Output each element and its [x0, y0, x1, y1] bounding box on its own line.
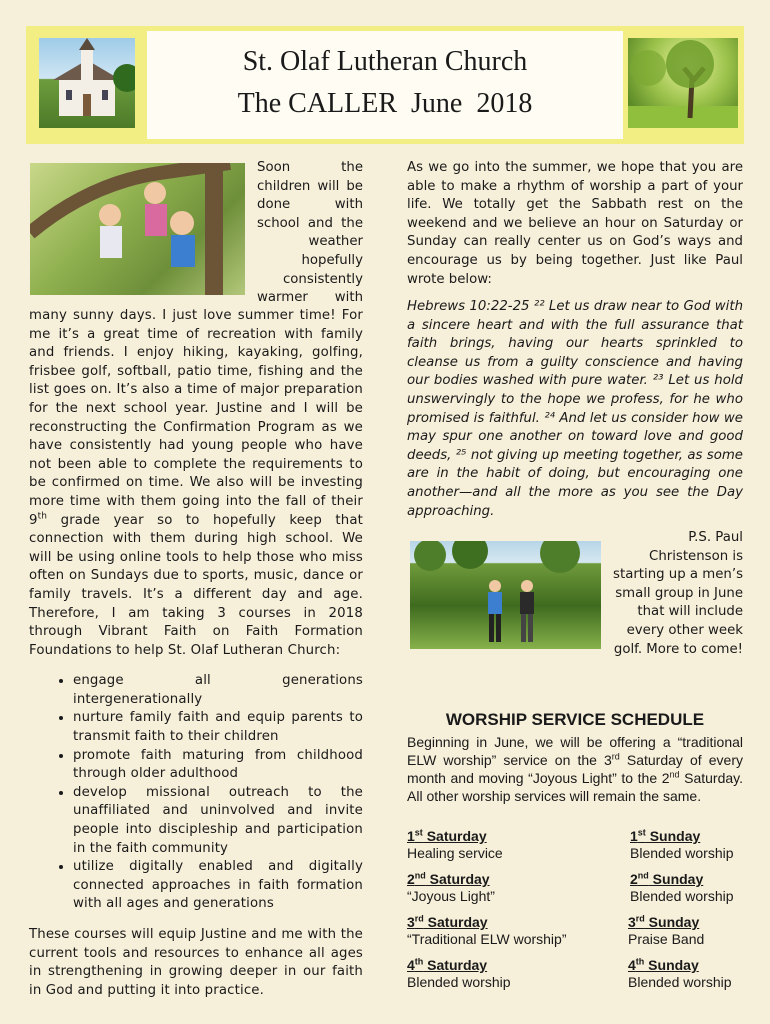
letter-text-end: grade year so to hopefully keep that connection with them during high school. We will be using online tools to help those who miss often on Sundays due to sports, music, dance or family travels. It’s a different day and age. Therefore, I am taking 3 courses in 2018 through Vibrant Faith on Faith Formation Foundations to help St. Olaf Lutheran Church: — [29, 512, 363, 658]
saturday-2 — [407, 871, 495, 905]
day-name: Saturday — [423, 957, 488, 973]
ordinal-sup: nd — [637, 870, 649, 881]
sunday-3 — [628, 914, 704, 948]
saturday-service: Healing service — [407, 845, 503, 861]
title-church-name: St. Olaf Lutheran Church — [242, 46, 528, 77]
sunday-service: Blended worship — [628, 974, 732, 990]
intro-line: done with — [257, 197, 363, 213]
ordinal-num: 1 — [407, 828, 415, 844]
saturday-3 — [407, 914, 567, 948]
saturday-1 — [407, 828, 503, 862]
goal-item: • promote faith maturing from childhood through older adulthood — [73, 747, 363, 784]
ordinal-num: 2 — [407, 871, 415, 887]
ordinal-num: 2 — [630, 871, 638, 887]
title-issue: The CALLER June 2018 — [237, 88, 533, 119]
sunday-label — [628, 957, 732, 974]
church-photo — [39, 38, 135, 128]
intro-text: Saturday of every month and moving “Joyous Light” to the 2 — [407, 752, 743, 786]
ordinal-num: 3 — [407, 914, 415, 930]
ordinal-num: 3 — [628, 914, 636, 930]
goal-item: • develop missional outreach to the unaffiliated and uninvolved and invite people into discipleship and participation in the faith community — [73, 784, 363, 858]
goal-item: • nurture family faith and equip parents to transmit faith to their children — [73, 709, 363, 746]
day-name: Sunday — [645, 828, 701, 844]
intro-text: Saturday. All other worship services will remain the same. — [407, 770, 743, 804]
tree-photo — [628, 38, 738, 128]
saturday-label — [407, 957, 511, 974]
sunday-label — [630, 871, 734, 888]
ordinal-sup: th — [635, 956, 645, 967]
day-name: Saturday — [423, 914, 488, 930]
ordinal-sup: nd — [414, 870, 426, 881]
saturday-service: “Traditional ELW worship” — [407, 931, 567, 947]
goal-item: • engage all generations intergenerationally — [73, 672, 363, 709]
goal-item: • utilize digitally enabled and digitally connected approaches in faith formation with all ages and generations — [73, 858, 363, 914]
ordinal-sup: rd — [611, 751, 620, 762]
day-name: Sunday — [648, 871, 704, 887]
faith-formation-goals — [29, 672, 363, 914]
day-name: Sunday — [644, 957, 699, 973]
ordinal-sup: st — [637, 827, 646, 838]
ordinal-num: 4 — [628, 957, 636, 973]
day-name: Saturday — [422, 828, 487, 844]
mens-golf-group-note: P.S. Paul Christenson is starting up a men’s small group in June that will include every other week golf. More to come! — [613, 530, 743, 657]
worship-schedule-intro — [407, 733, 743, 805]
sunday-service: Blended worship — [630, 845, 734, 861]
saturday-service: Blended worship — [407, 974, 511, 990]
sunday-4 — [628, 957, 732, 991]
pastor-letter — [29, 307, 363, 1000]
children-in-tree-photo — [30, 163, 245, 295]
ordinal-num: 4 — [407, 957, 415, 973]
intro-text: Beginning in June, we will be offering a “traditional ELW worship” service on the 3 — [407, 734, 743, 768]
sunday-2 — [630, 871, 734, 905]
day-name: Saturday — [425, 871, 490, 887]
letter-paragraph — [29, 307, 363, 660]
ordinal-sup: nd — [669, 769, 680, 780]
intro-line: Soon the — [257, 160, 363, 175]
newsletter-title — [147, 31, 623, 139]
sunday-label — [630, 828, 734, 845]
sunday-label — [628, 914, 704, 931]
intro-wrap-text — [257, 159, 363, 308]
sunday-service: Praise Band — [628, 931, 705, 947]
ordinal-sup: th — [37, 511, 48, 522]
ordinal-sup: th — [414, 956, 424, 967]
ordinal-num: 1 — [630, 828, 638, 844]
letter-text: many sunny days. I just love summer time! For me it’s a great time of recreation with family and friends. I enjoy hiking, kayaking, golfing, frisbee golf, softball, patio time, fishing and the list goes on. It’s also a time of major preparation for the next school year. Justine and I will be reconstructing the Confirmation Program as we have consistently had young people who have not been able to complete the requirements to be confirmed on time. We also will be investing more time with them going into the fall of their 9 — [29, 308, 363, 528]
closing-paragraph: These courses will equip Justine and me with the current tools and resources to enhance all ages in strengthening in growing deeper in our faith in God and putting it into practice. — [29, 927, 363, 998]
intro-line: warmer with — [257, 290, 363, 306]
saturday-service: “Joyous Light” — [407, 888, 495, 904]
ordinal-sup: rd — [414, 913, 424, 924]
sunday-1 — [630, 828, 734, 862]
intro-line: consistently — [282, 271, 363, 287]
intro-line: hopefully — [301, 252, 363, 268]
intro-line: school and the — [257, 215, 363, 231]
saturday-label — [407, 914, 567, 931]
saturday-label — [407, 871, 495, 888]
intro-line: weather — [308, 234, 363, 250]
ordinal-sup: st — [414, 827, 423, 838]
intro-line: children will be — [257, 178, 363, 194]
golf-photo — [410, 541, 601, 649]
ordinal-sup: rd — [635, 913, 645, 924]
saturday-4 — [407, 957, 511, 991]
scripture-passage: Hebrews 10:22-25 ²² Let us draw near to God with a sincere heart and with the full assurance that faith brings, having our hearts sprinkled to cleanse us from a guilty conscience and having our bodies washed with pure water. ²³ Let us hold unswervingly to the hope we profess, for he who promised is faithful. ²⁴ And let us consider how we may spur one another on toward love and good deeds, ²⁵ not giving up meeting together, as some are in the habit of doing, but encouraging one another—and all the more as you see the Day approaching. — [407, 299, 743, 519]
worship-schedule-heading: WORSHIP SERVICE SCHEDULE — [445, 710, 705, 729]
saturday-label — [407, 828, 503, 845]
sunday-service: Blended worship — [630, 888, 734, 904]
day-name: Sunday — [644, 914, 700, 930]
worship-invitation: As we go into the summer, we hope that you are able to make a rhythm of worship a part of your life. We totally get the Sabbath rest on the weekend and we believe an hour on Saturday or Sunday can really center us on God’s ways and encourage us by being together. Just like Paul wrote below: — [407, 160, 743, 287]
